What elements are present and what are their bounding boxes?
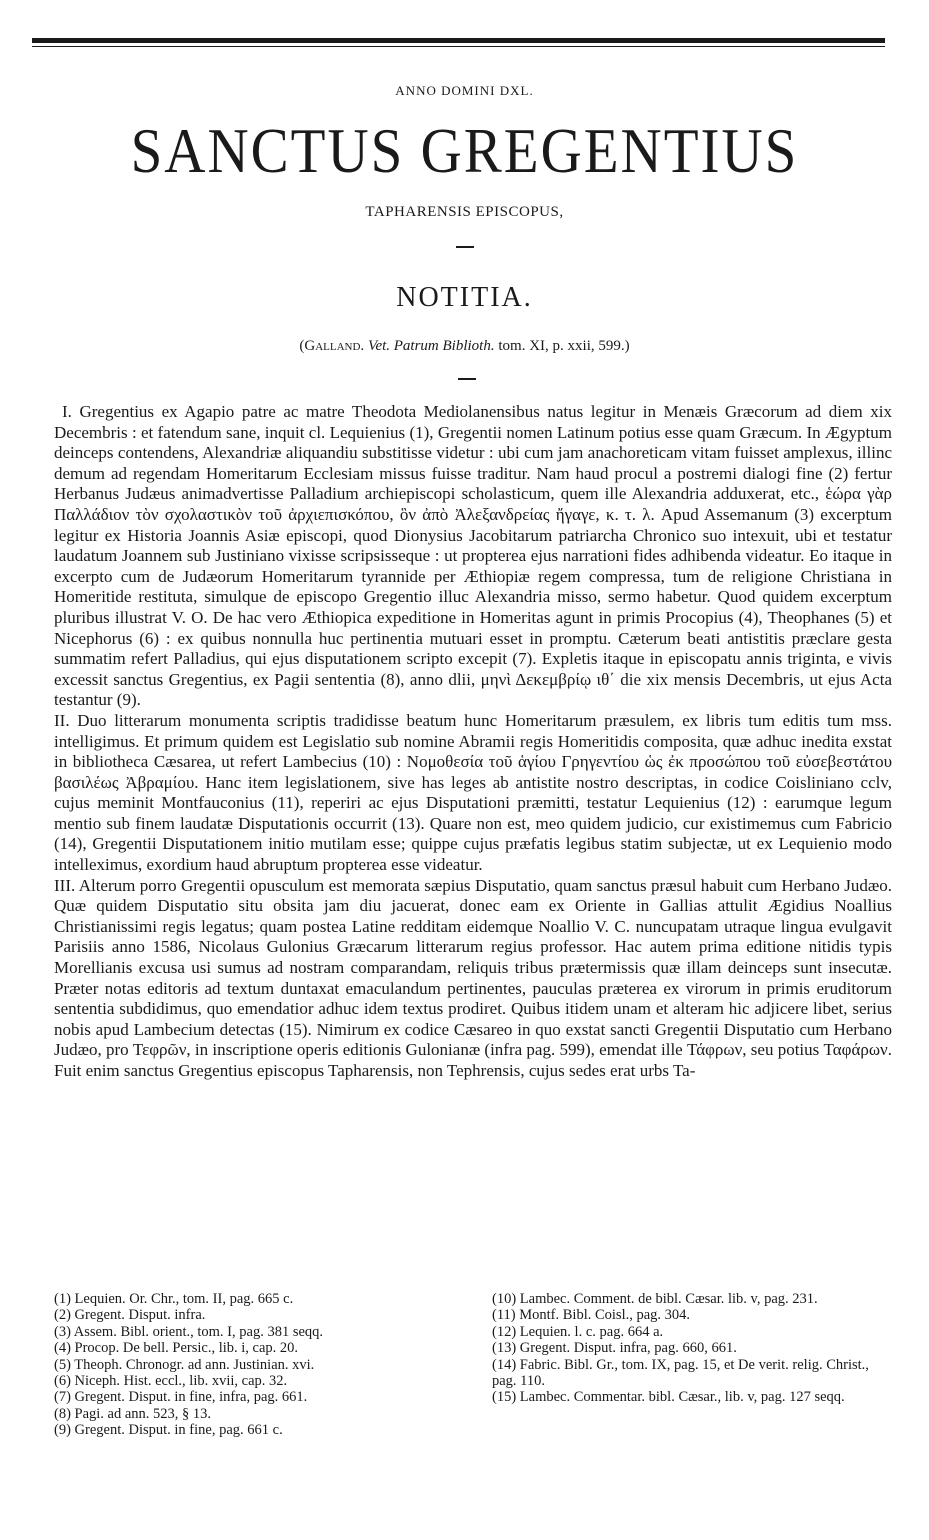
paragraph-1: I. Gregentius ex Agapio patre ac matre Theodota Mediolanensibus natus legitur in Menæis Græcorum ad diem xix Decembris : et fatendum sane, inquit cl. Lequienius (1), Gregentii nomen Latinum potius esse quam Græcum. In Ægyptum deinceps contendens, Alexandriæ aliquandiu substitisse videtur : ubi cum jam anachoreticam vitam fuisset amplexus, illinc demum ad regendam Homeritarum Ecclesiam missus fuisse traditur. Nam haud procul a postremi dialogi fine (2) fertur Herbanus Judæus animadvertisse Palladium archiepiscopi scholasticum, quem ille Alexandria adduxerat, etc., ἑώρα γὰρ Παλλάδιον τὸν σχολαστικὸν τοῦ ἀρχιεπισκόπου, ὃν ἀπὸ Ἀλεξανδρείας ἤγαγε, κ. τ. λ. Apud Assemanum (3) excerptum legitur ex Historia Joannis Asiæ episcopi, quod Dionysius Jacobitarum patriarcha Chronico suo intexuit, ubi et testatur laudatum Joannem sub Justiniano vixisse scripsisseque : ut propterea ejus narrationi fides adhibenda videatur. Eo itaque in excerpto cum de Judæorum Homeritarum tyrannide per Æthiopiæ regem compressa, tum de religione Christiana in Homeritide restituta, simulque de episcopo Gregentio illuc Alexandria misso, sermo habetur. Quod quidem excerptum pluribus illustrat V. O. De hac vero Æthiopica expeditione in Homeritas agunt in primis Procopius (4), Theophanes (5) et Nicephorus (6) : ex quibus nonnulla huc pertinentia mutuari esset in promptu. Cæterum beati antistitis præclare gesta summatim refert Palladius, qui ejus disputationem scripto excepit (7). Expletis itaque in episcopatu annis triginta, e vivis excessit sanctus Gregentius, ex Pagii sententia (8), anno dlii, μηνὶ Δεκεμβρίῳ ιθ΄ die xix mensis Decembris, ut ejus Acta testantur (9). [54, 402, 892, 710]
footnote: (13) Gregent. Disput. infra, pag. 660, 661. [492, 1340, 737, 1357]
footnote: (9) Gregent. Disput. in fine, pag. 661 c. [54, 1422, 283, 1439]
source-reference [0, 338, 929, 355]
footnote: (12) Lequien. l. c. pag. 664 a. [492, 1323, 664, 1340]
footnote: (15) Lambec. Commentar. bibl. Cæsar., lib. v, pag. 127 seqq. [492, 1389, 845, 1406]
footnotes-right-column [492, 1291, 894, 1406]
footnote: (1) Lequien. Or. Chr., tom. II, pag. 665 c. [54, 1291, 294, 1307]
top-double-rule [32, 38, 885, 43]
footnote: (8) Pagi. ad ann. 523, § 13. [54, 1405, 212, 1422]
main-text [54, 402, 892, 1082]
footnote: (10) Lambec. Comment. de bibl. Cæsar. lib. v, pag. 231. [492, 1291, 818, 1307]
footnote: (3) Assem. Bibl. orient., tom. I, pag. 381 seqq. [54, 1323, 324, 1340]
source-suffix: tom. XI, p. xxii, 599.) [498, 338, 630, 354]
footnote: (11) Montf. Bibl. Coisl., pag. 304. [492, 1307, 691, 1324]
page-title: SANCTUS GREGENTIUS [130, 116, 799, 187]
footnote: (6) Niceph. Hist. eccl., lib. xvii, cap. 32. [54, 1373, 288, 1390]
divider-dash [458, 378, 476, 380]
paragraph-2: II. Duo litterarum monumenta scriptis tradidisse beatum hunc Homeritarum præsulem, ex libris tum editis tum mss. intelligimus. Et primum quidem est Legislatio sub nomine Abramii regis Homeritidis composita, quæ adhuc inedita exstat in bibliotheca Cæsarea, ut refert Lambecius (10) : Νομοθεσία τοῦ ἁγίου Γρηγεντίου ὡς ἐκ προσώπου τοῦ εὐσεβεστάτου βασιλέως Ἀβραμίου. Hanc item legislationem, sive has leges ab antistite nostro descriptas, in codice Coisliniano cclv, cujus meminit Montfauconius (11), reperiri ac ejus Disputationi præmitti, testatur Lequienius (12) : earumque legum mentio sub finem laudatæ Disputationis occurrit (13). Quare non est, meo quidem judicio, cur existimemus cum Fabricio (14), Gregentii Disputationem initio mutilam esse; quippe cujus præfatis legibus statim subjectæ, ut ex Lequienio modo intelleximus, exordium haud abruptum propterea esse videatur. [54, 710, 892, 875]
year-heading: ANNO DOMINI DXL. [395, 83, 534, 98]
subtitle: TAPHARENSIS EPISCOPUS, [365, 204, 564, 220]
paragraph-3: III. Alterum porro Gregentii opusculum est memorata sæpius Disputatio, quam sanctus præsul habuit cum Herbano Judæo. Quæ quidem Disputatio situ obsita jam diu jacuerat, donec eam ex Oriente in Gallias attulit Ægidius Noallius Christianissimi regis legatus; quam postea Latine redditam eidemque Noallio V. C. nuncupatam utraque lingua evulgavit Parisiis anno 1586, Nicolaus Gulonius Græcarum litterarum regius professor. Hac autem prima editione nitidis typis Morellianis excusa usi sumus ad nostram comparandam, reliquis tribus prætermissis quæ illam deinceps sunt insecutæ. Præter notas editoris ad textum duntaxat emaculandum pertinentes, pauculas præterea ex virorum in primis eruditorum sententia subdidimus, quo emendatior adhuc idem textus prodiret. Quibus itidem unam et alteram hic adjicere libet, serius nobis apud Lambecium detectas (15). Nimirum ex codice Cæsareo in quo exstat sancti Gregentii Disputatio cum Herbano Judæo, pro Τεφρῶν, in inscriptione operis editionis Gulonianæ (infra pag. 599), emendat ille Τάφρων, seu potius Ταφάρων. Fuit enim sanctus Gregentius episcopus Tapharensis, non Tephrensis, cujus sedes erat urbs Ta- [54, 875, 892, 1080]
footnote: (7) Gregent. Disput. in fine, infra, pag. 661. [54, 1389, 308, 1406]
source-prefix: (Galland. [299, 338, 365, 354]
top-thin-rule [32, 46, 885, 47]
footnote: (5) Theoph. Chronogr. ad ann. Justinian. xvi. [54, 1356, 315, 1373]
footnote: (14) Fabric. Bibl. Gr., tom. IX, pag. 15, et De verit. relig. Christ., pag. 110. [492, 1356, 869, 1390]
footnote: (4) Procop. De bell. Persic., lib. i, cap. 20. [54, 1340, 299, 1357]
footnote: (2) Gregent. Disput. infra. [54, 1307, 206, 1324]
section-heading: NOTITIA. [396, 282, 533, 313]
divider-dash [456, 246, 474, 248]
footnotes-left-column [54, 1291, 454, 1439]
source-title: Vet. Patrum Biblioth. [367, 338, 495, 354]
